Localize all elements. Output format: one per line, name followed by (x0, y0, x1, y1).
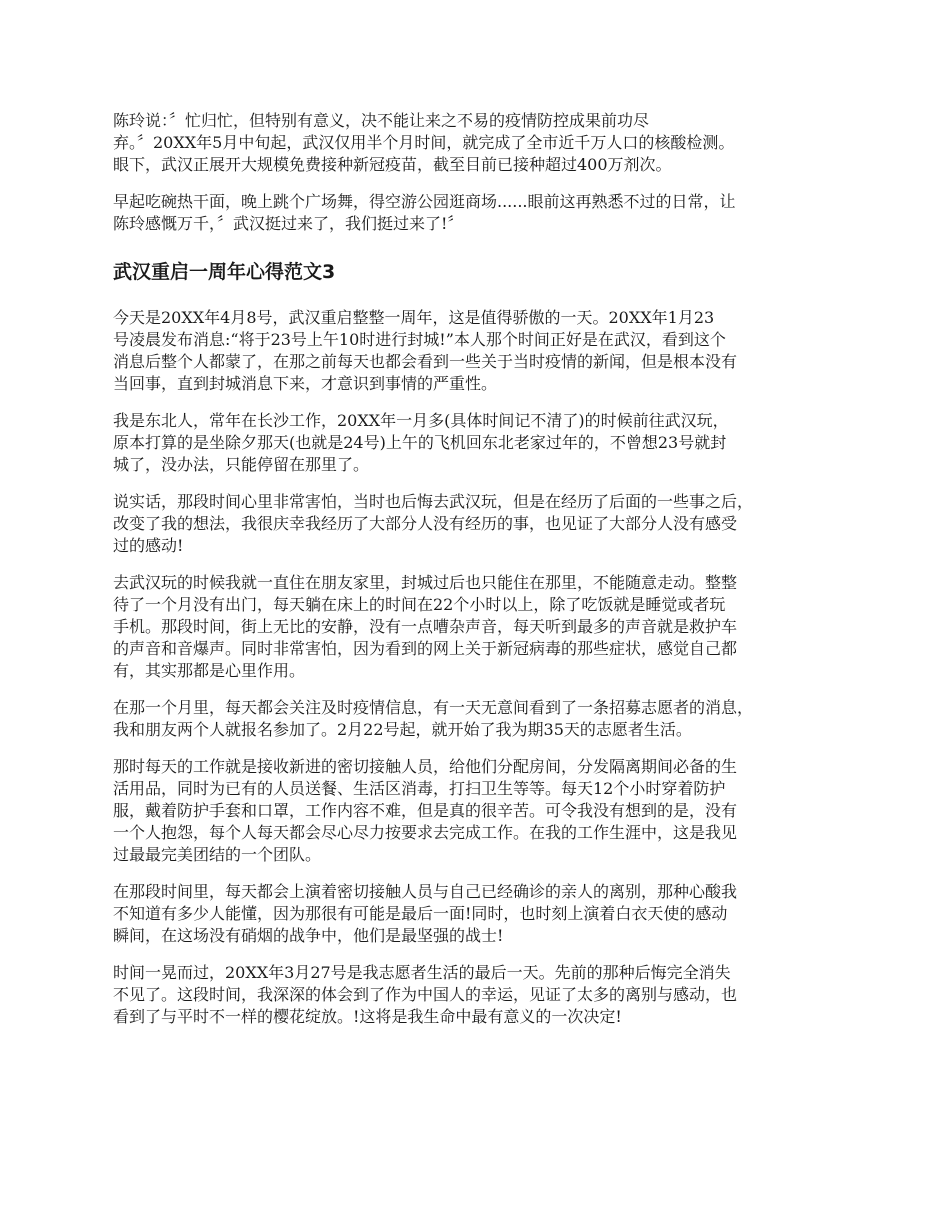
document-page (113, 110, 853, 1043)
paragraph-5: 在那一个月里，每天都会关注及时疫情信息，有一天无意间看到了一条招募志愿者的消息， 我和朋友两个人就报名参加了。2月22号起，就开始了我为期35天的志愿者生活。 (113, 698, 754, 739)
paragraph-7: 在那段时间里，每天都会上演着密切接触人员与自己已经确诊的亲人的离别，那种心酸我 不知道有多少人能懂，因为那很有可能是最后一面!同时，也时刻上演着白衣天使的感动 瞬间，在这场没有硝烟的战争中，他们是最坚强的战士! (113, 882, 738, 945)
paragraph-8: 时间一晃而过，20XX年3月27号是我志愿者生活的最后一天。先前的那种后悔完全消失 不见了。这段时间，我深深的体会到了作为中国人的幸运，见证了太多的离别与感动，也 看到了与平时不一样的樱花绽放。!这将是我生命中最有意义的一次决定! (113, 963, 738, 1026)
paragraph-4: 去武汉玩的时候我就一直住在朋友家里，封城过后也只能住在那里，不能随意走动。整整 待了一个月没有出门，每天躺在床上的时间在22个小时以上，除了吃饭就是睡觉或者玩 手机。那段时间，街上无比的安静，没有一点嘈杂声音，每天听到最多的声音就是救护车 的声音和音爆声。同时非常害怕，因为看到的网上关于新冠病毒的那些症状，感觉自己都 有，其实那都是心里作用。 (113, 573, 738, 680)
paragraph-6: 那时每天的工作就是接收新进的密切接触人员，给他们分配房间，分发隔离期间必备的生 活用品，同时为已有的人员送餐、生活区消毒，打扫卫生等等。每天12个小时穿着防护 服，戴着防护手套和口罩，工作内容不难，但是真的很辛苦。可令我没有想到的是，没有 一个人抱怨，每个人每天都会尽心尽力按要求去完成工作。在我的工作生涯中，这是我见 过最最完美团结的一个团队。 (113, 757, 738, 864)
paragraph-daily-life: 早起吃碗热干面，晚上跳个广场舞，得空游公园逛商场......眼前这再熟悉不过的日常，让 陈玲感慨万千，〞武汉挺过来了，我们挺过来了!〞 (113, 192, 736, 233)
paragraph-2: 我是东北人，常年在长沙工作，20XX年一月多(具体时间记不清了)的时候前往武汉玩， 原本打算的是坐除夕那天(也就是24号)上午的飞机回东北老家过年的，不曾想23号就封 城了，没办法，只能停留在那里了。 (113, 411, 729, 474)
paragraph-quote-chen-ling: 陈玲说：〞忙归忙，但特别有意义，决不能让来之不易的疫情防控成果前功尽 弃。〞20XX年5月中旬起，武汉仅用半个月时间，就完成了全市近千万人口的核酸检测。 眼下，武汉正展开大规模免费接种新冠疫苗，截至目前已接种超过400万剂次。 (113, 111, 735, 174)
paragraph-3: 说实话，那段时间心里非常害怕，当时也后悔去武汉玩，但是在经历了后面的一些事之后， 改变了我的想法，我很庆幸我经历了大部分人没有经历的事，也见证了大部分人没有感受 过的感动! (113, 492, 754, 555)
paragraph-1: 今天是20XX年4月8号，武汉重启整整一周年，这是值得骄傲的一天。20XX年1月23 号凌晨发布消息:“将于23号上午10时进行封城!”本人那个时间正好是在武汉，看到这个 消息后整个人都蒙了，在那之前每天也都会看到一些关于当时疫情的新闻，但是根本没有 当回事，直到封城消息下来，才意识到事情的严重性。 (113, 308, 738, 393)
section-heading: 武汉重启一周年心得范文3 (113, 261, 336, 283)
